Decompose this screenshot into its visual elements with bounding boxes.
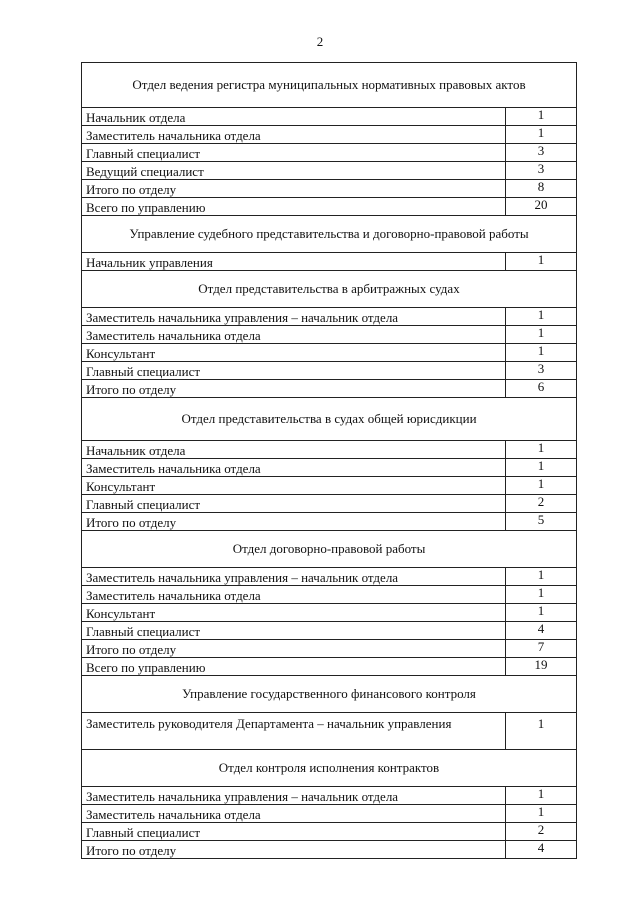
table-row	[82, 308, 577, 326]
count-cell: 1	[506, 126, 577, 144]
count-cell: 3	[506, 144, 577, 162]
section-title: Отдел договорно-правовой работы	[82, 531, 577, 568]
position-cell: Всего по управлению	[82, 658, 506, 676]
position-cell: Заместитель начальника управления – начальник отдела	[82, 787, 506, 805]
table-row	[82, 477, 577, 495]
section-title: Отдел контроля исполнения контрактов	[82, 750, 577, 787]
table-row	[82, 622, 577, 640]
position-cell: Итого по отделу	[82, 841, 506, 859]
position-cell: Заместитель руководителя Департамента – начальник управления	[82, 713, 506, 750]
section-header-row	[82, 271, 577, 308]
count-cell: 1	[506, 805, 577, 823]
table-row	[82, 568, 577, 586]
position-cell: Главный специалист	[82, 144, 506, 162]
count-cell: 4	[506, 841, 577, 859]
table-row	[82, 344, 577, 362]
table-row	[82, 459, 577, 477]
table-row	[82, 841, 577, 859]
table-row	[82, 495, 577, 513]
count-cell: 2	[506, 495, 577, 513]
count-cell: 1	[506, 604, 577, 622]
position-cell: Начальник управления	[82, 253, 506, 271]
count-cell: 3	[506, 362, 577, 380]
section-title: Отдел ведения регистра муниципальных нормативных правовых актов	[82, 63, 577, 108]
count-cell: 1	[506, 477, 577, 495]
count-cell: 1	[506, 787, 577, 805]
table-row	[82, 326, 577, 344]
count-cell: 1	[506, 568, 577, 586]
section-title: Управление государственного финансового контроля	[82, 676, 577, 713]
table-row	[82, 362, 577, 380]
position-cell: Итого по отделу	[82, 380, 506, 398]
table-row	[82, 640, 577, 658]
table-row	[82, 253, 577, 271]
section-header-row	[82, 676, 577, 713]
count-cell: 1	[506, 308, 577, 326]
table-row	[82, 604, 577, 622]
count-cell: 1	[506, 344, 577, 362]
count-cell: 6	[506, 380, 577, 398]
count-cell: 1	[506, 441, 577, 459]
count-cell: 5	[506, 513, 577, 531]
table-row	[82, 805, 577, 823]
position-cell: Консультант	[82, 477, 506, 495]
position-cell: Начальник отдела	[82, 108, 506, 126]
section-title: Управление судебного представительства и договорно-правовой работы	[82, 216, 577, 253]
position-cell: Заместитель начальника управления – начальник отдела	[82, 568, 506, 586]
count-cell: 1	[506, 108, 577, 126]
table-row	[82, 126, 577, 144]
table-row	[82, 713, 577, 750]
position-cell: Главный специалист	[82, 495, 506, 513]
count-cell: 8	[506, 180, 577, 198]
table-row	[82, 823, 577, 841]
count-cell: 19	[506, 658, 577, 676]
position-cell: Заместитель начальника отдела	[82, 586, 506, 604]
count-cell: 2	[506, 823, 577, 841]
position-cell: Главный специалист	[82, 622, 506, 640]
table-row	[82, 198, 577, 216]
position-cell: Заместитель начальника отдела	[82, 805, 506, 823]
count-cell: 1	[506, 459, 577, 477]
position-cell: Итого по отделу	[82, 640, 506, 658]
section-header-row	[82, 531, 577, 568]
table-row	[82, 162, 577, 180]
section-title: Отдел представительства в арбитражных судах	[82, 271, 577, 308]
table-row	[82, 787, 577, 805]
count-cell: 20	[506, 198, 577, 216]
count-cell: 1	[506, 713, 577, 750]
section-header-row	[82, 63, 577, 108]
position-cell: Главный специалист	[82, 823, 506, 841]
table-row	[82, 180, 577, 198]
table-row	[82, 441, 577, 459]
position-cell: Ведущий специалист	[82, 162, 506, 180]
count-cell: 4	[506, 622, 577, 640]
position-cell: Итого по отделу	[82, 180, 506, 198]
position-cell: Заместитель начальника отдела	[82, 126, 506, 144]
count-cell: 1	[506, 253, 577, 271]
section-header-row	[82, 398, 577, 441]
position-cell: Консультант	[82, 604, 506, 622]
table-row	[82, 108, 577, 126]
count-cell: 3	[506, 162, 577, 180]
position-cell: Консультант	[82, 344, 506, 362]
table-row	[82, 658, 577, 676]
section-title: Отдел представительства в судах общей юрисдикции	[82, 398, 577, 441]
position-cell: Итого по отделу	[82, 513, 506, 531]
position-cell: Заместитель начальника отдела	[82, 326, 506, 344]
count-cell: 1	[506, 326, 577, 344]
table-row	[82, 380, 577, 398]
position-cell: Начальник отдела	[82, 441, 506, 459]
table-row	[82, 144, 577, 162]
table-row	[82, 513, 577, 531]
position-cell: Заместитель начальника отдела	[82, 459, 506, 477]
page-number: 2	[316, 34, 324, 49]
staffing-table	[81, 62, 577, 859]
count-cell: 7	[506, 640, 577, 658]
table-row	[82, 586, 577, 604]
count-cell: 1	[506, 586, 577, 604]
position-cell: Главный специалист	[82, 362, 506, 380]
section-header-row	[82, 750, 577, 787]
position-cell: Всего по управлению	[82, 198, 506, 216]
staffing-table-body	[82, 63, 577, 859]
position-cell: Заместитель начальника управления – начальник отдела	[82, 308, 506, 326]
section-header-row	[82, 216, 577, 253]
